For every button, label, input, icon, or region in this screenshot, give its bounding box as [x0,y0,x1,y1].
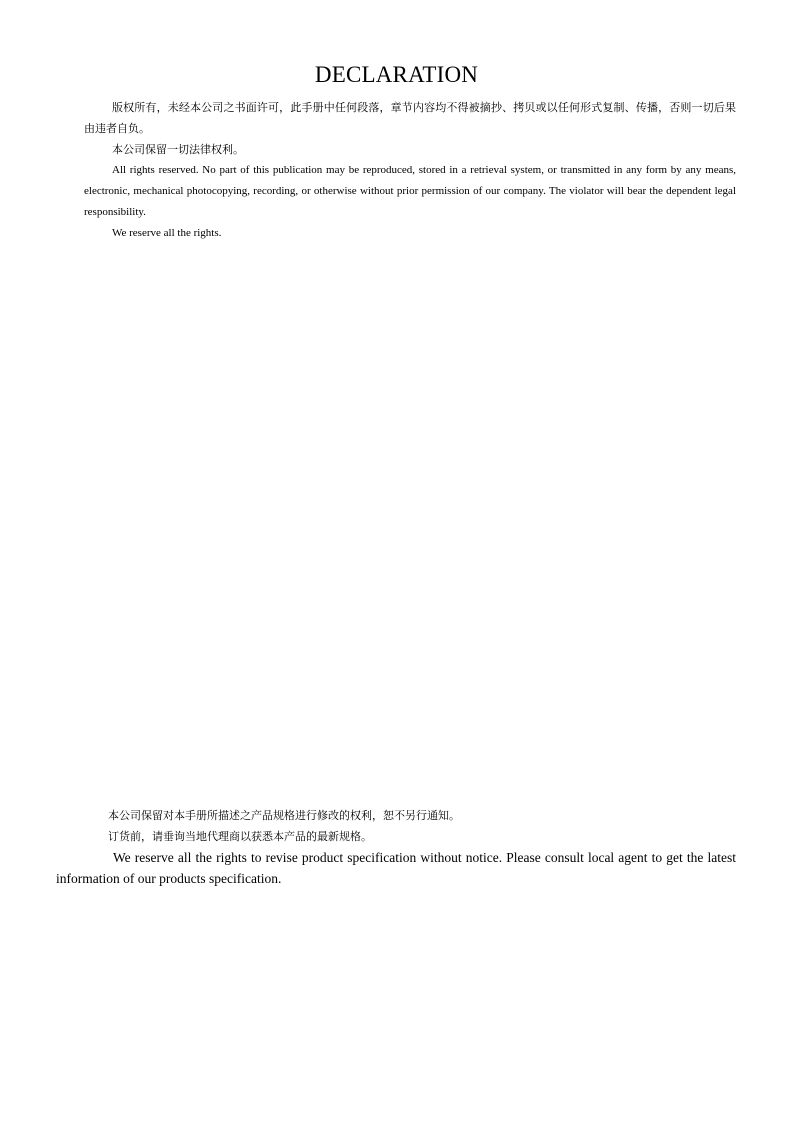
rights-reserved-cn: 本公司保留一切法律权利。 [112,143,244,156]
notice-line-cn-2: 订货前，请垂询当地代理商以获悉本产品的最新规格。 [108,830,372,843]
copyright-paragraph-en: All rights reserved. No part of this publication may be reproduced, stored in a retrieval system, or transmitted in any form by any means, electronic, mechanical photocopying, recording, or otherwise without prior permission of our company. The violator will bear the dependent legal responsibility. [84,164,736,218]
notice-line-cn-1: 本公司保留对本手册所描述之产品规格进行修改的权利，恕不另行通知。 [108,809,460,822]
notice-paragraph-en: We reserve all the rights to revise product specification without notice. Please consult local agent to get the latest information of our products specification. [56,850,736,886]
declaration-body [84,97,736,244]
rights-reserved-en: We reserve all the rights. [112,227,222,239]
page-title: DECLARATION [314,62,479,87]
copyright-paragraph-cn: 版权所有，未经本公司之书面许可，此手册中任何段落，章节内容均不得被摘抄、拷贝或以任何形式复制、传播，否则一切后果由违者自负。 [84,101,736,135]
